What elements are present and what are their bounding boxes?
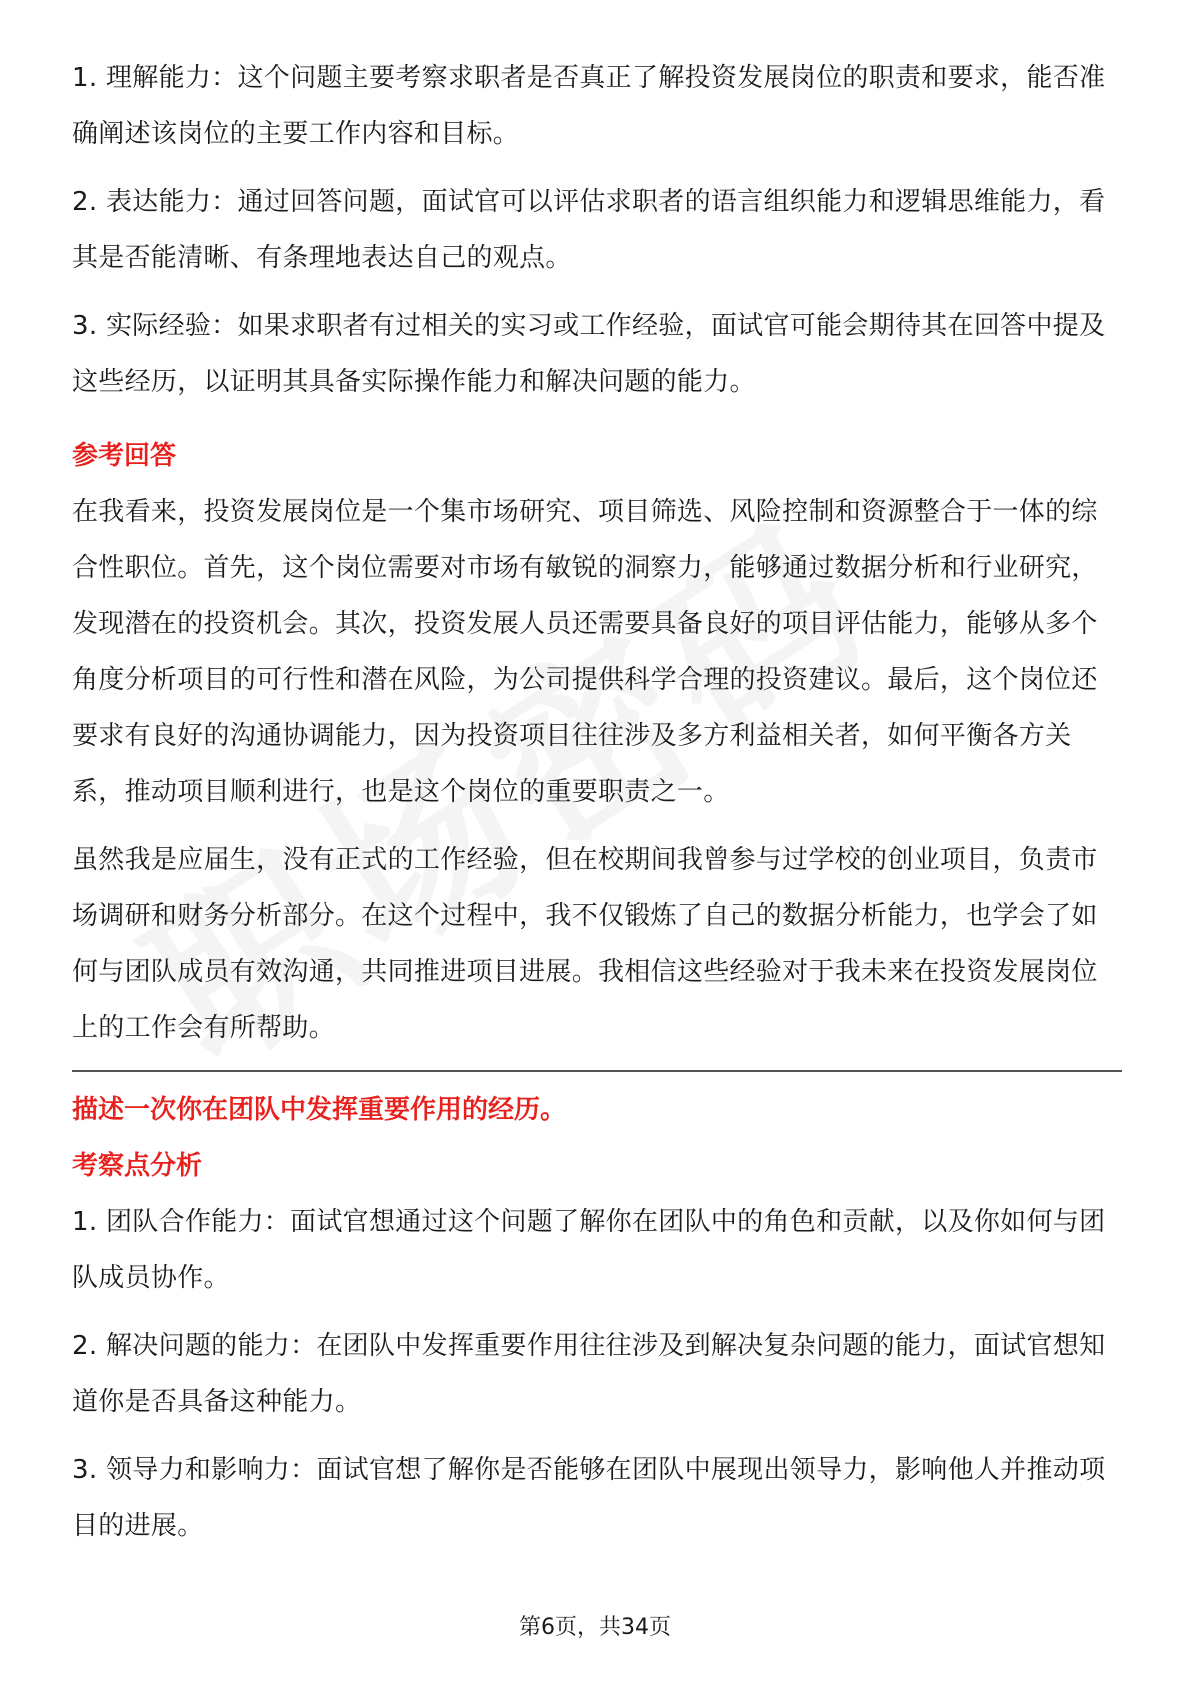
list-item: 2. 表达能力：通过回答问题，面试官可以评估求职者的语言组织能力和逻辑思维能力，看其是否能清晰、有条理地表达自己的观点。 <box>72 187 1106 273</box>
reference-paragraph: 在我看来，投资发展岗位是一个集市场研究、项目筛选、风险控制和资源整合于一体的综合性职位。首先，这个岗位需要对市场有敏锐的洞察力，能够通过数据分析和行业研究，发现潜在的投资机会。其次，投资发展人员还需要具备良好的项目评估能力，能够从多个角度分析项目的可行性和潜在风险，为公司提供科学合理的投资建议。最后，这个岗位还要求有良好的沟通协调能力，因为投资项目往往涉及多方利益相关者，如何平衡各方关系，推动项目顺利进行，也是这个岗位的重要职责之一。 <box>72 497 1098 807</box>
document-page <box>72 50 1118 1554</box>
list-item: 1. 团队合作能力：面试官想通过这个问题了解你在团队中的角色和贡献，以及你如何与团队成员协作。 <box>72 1207 1106 1293</box>
section-divider <box>72 1070 1122 1072</box>
question2-list <box>72 1194 1118 1554</box>
reference-paragraph: 虽然我是应届生，没有正式的工作经验，但在校期间我曾参与过学校的创业项目，负责市场调研和财务分析部分。在这个过程中，我不仅锻炼了自己的数据分析能力，也学会了如何与团队成员有效沟通，共同推进项目进展。我相信这些经验对于我未来在投资发展岗位上的工作会有所帮助。 <box>72 845 1098 1043</box>
question-title: 描述一次你在团队中发挥重要作用的经历。 <box>72 1095 567 1125</box>
list-item: 3. 实际经验：如果求职者有过相关的实习或工作经验，面试官可能会期待其在回答中提及这些经历，以证明其具备实际操作能力和解决问题的能力。 <box>72 311 1106 397</box>
list-item: 3. 领导力和影响力：面试官想了解你是否能够在团队中展现出领导力，影响他人并推动项目的进展。 <box>72 1455 1106 1541</box>
analysis-heading: 考察点分析 <box>72 1151 203 1181</box>
list-item: 2. 解决问题的能力：在团队中发挥重要作用往往涉及到解决复杂问题的能力，面试官想知道你是否具备这种能力。 <box>72 1331 1106 1417</box>
reference-heading: 参考回答 <box>72 441 177 471</box>
page-number: 第6页，共34页 <box>519 1615 671 1640</box>
section1-list <box>72 50 1118 410</box>
list-item: 1. 理解能力：这个问题主要考察求职者是否真正了解投资发展岗位的职责和要求，能否准确阐述该岗位的主要工作内容和目标。 <box>72 63 1106 149</box>
